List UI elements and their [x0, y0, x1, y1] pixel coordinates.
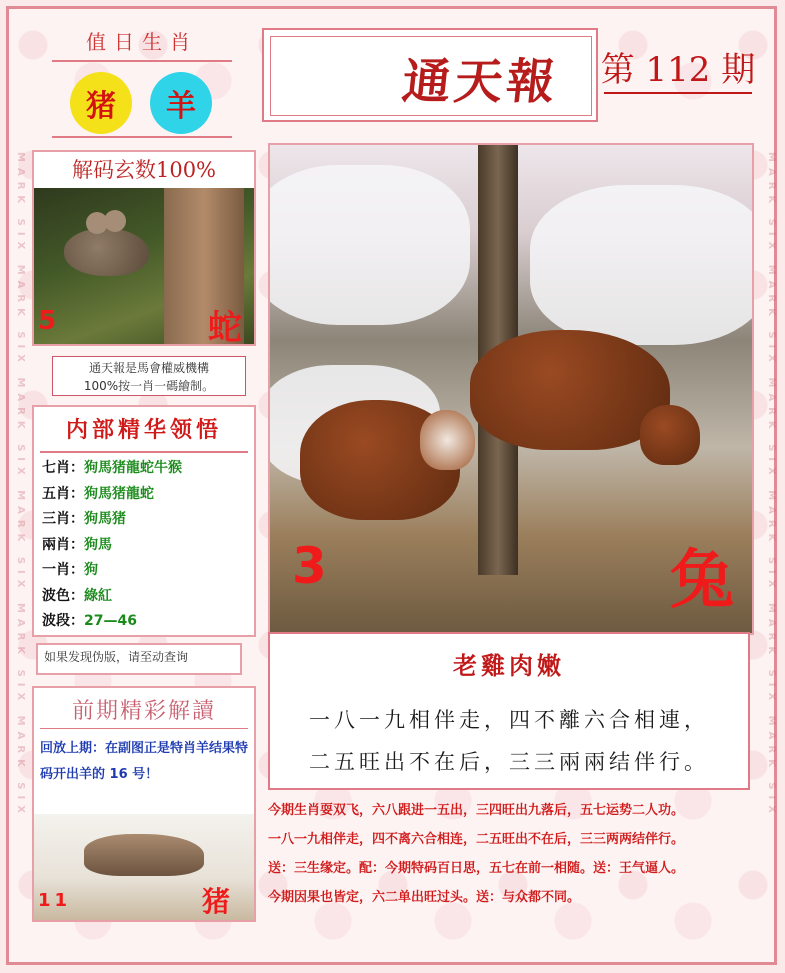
snow-patch	[268, 165, 470, 325]
row-value: 狗馬猪	[84, 511, 126, 527]
poem-line: 一八一九相伴走，四不離六合相連，	[309, 708, 709, 732]
row-value: 綠紅	[84, 587, 112, 604]
insight-row	[42, 585, 182, 611]
insight-row	[42, 508, 182, 534]
cow-head	[640, 405, 700, 465]
masthead-inner	[270, 36, 592, 116]
issue-number: 第 112 期	[600, 50, 756, 90]
decode-title: 解码玄数100%	[34, 152, 254, 188]
decode-number: 5	[38, 306, 57, 336]
verse-line: 送：三生缘定。配：今期特码百日思，五七在前一相随。送：王气逼人。	[268, 861, 685, 876]
calf-head	[420, 410, 475, 470]
antelope-figure	[84, 834, 204, 876]
insight-row	[42, 610, 182, 636]
row-label: 五肖：	[42, 485, 84, 502]
divider	[40, 728, 248, 729]
prediction-verse	[268, 796, 758, 912]
insight-row	[42, 483, 182, 509]
row-value: 27—46	[84, 613, 137, 629]
divider	[40, 451, 248, 453]
mouse-ear	[104, 210, 126, 232]
poem-line: 二五旺出不在后，三三兩兩结伴行。	[309, 750, 709, 774]
row-label: 波段：	[42, 613, 84, 629]
decode-zodiac: 蛇	[208, 308, 242, 344]
mouse-figure	[64, 228, 149, 276]
authority-notice	[52, 356, 246, 396]
masthead	[262, 28, 598, 122]
zodiac-ball-label: 猪	[86, 89, 116, 124]
snow-patch	[530, 185, 754, 345]
insight-row	[42, 534, 182, 560]
issue-box	[598, 28, 758, 122]
row-label: 兩肖：	[42, 536, 84, 553]
verse-line: 今期因果也皆定，六二单出旺过头。送：与众都不同。	[268, 890, 581, 905]
previous-issue-text: 回放上期：在副图正是特肖羊结果特码开出羊的 16 号！	[40, 741, 249, 782]
verse-line: 今期生肖耍双飞，六八跟进一五出，三四旺出九落后，五七运势二人功。	[268, 803, 685, 818]
row-value: 狗馬猪龍蛇	[84, 485, 154, 502]
mouse-photo	[34, 188, 254, 344]
counterfeit-notice: 如果发现伪版，请至动查询	[36, 643, 242, 675]
inner-insight-section	[32, 405, 256, 637]
previous-number: 11	[38, 890, 72, 911]
poem-section	[268, 632, 750, 790]
divider	[52, 136, 232, 138]
newspaper-title: 通天報	[399, 54, 562, 110]
daily-zodiac-title: 值日生肖	[86, 30, 198, 54]
notice-line: 通天報是馬會權威機構	[88, 361, 209, 375]
cattle-photo	[268, 143, 754, 635]
insight-rows	[42, 457, 182, 636]
row-label: 一肖：	[42, 562, 84, 578]
zodiac-ball-pig	[70, 72, 132, 134]
row-value: 狗	[84, 562, 98, 578]
row-value: 狗馬猪龍蛇牛猴	[84, 460, 182, 476]
divider	[604, 92, 752, 94]
main-number: 3	[292, 537, 327, 595]
edge-watermark-right: MARK SIX MARK SIX MARK SIX MARK SIX MARK SIX MARK SIX	[766, 151, 777, 819]
row-label: 波色：	[42, 587, 84, 604]
divider	[52, 60, 232, 62]
verse-line: 一八一九相伴走，四不离六合相连，二五旺出不在后，三三两两结伴行。	[268, 832, 685, 847]
inner-insight-title: 内部精华领悟	[65, 417, 222, 443]
previous-issue-title: 前期精彩解讀	[71, 699, 216, 724]
daily-zodiac-section	[32, 22, 252, 140]
main-zodiac: 兔	[670, 544, 734, 618]
poem-title: 老雞肉嫩	[453, 651, 565, 680]
antelope-photo	[34, 814, 254, 920]
row-label: 七肖：	[42, 460, 84, 476]
decode-section	[32, 150, 256, 346]
zodiac-ball-sheep	[150, 72, 212, 134]
previous-zodiac: 猪	[202, 885, 231, 918]
edge-watermark-left: MARK SIX MARK SIX MARK SIX MARK SIX MARK SIX MARK SIX	[15, 151, 26, 819]
insight-row	[42, 457, 182, 483]
row-label: 三肖：	[42, 511, 84, 527]
insight-row	[42, 559, 182, 585]
zodiac-ball-label: 羊	[166, 89, 196, 124]
row-value: 狗馬	[84, 536, 112, 553]
notice-line: 100%按一肖一碼繪制。	[83, 379, 215, 393]
previous-issue-section	[32, 686, 256, 922]
